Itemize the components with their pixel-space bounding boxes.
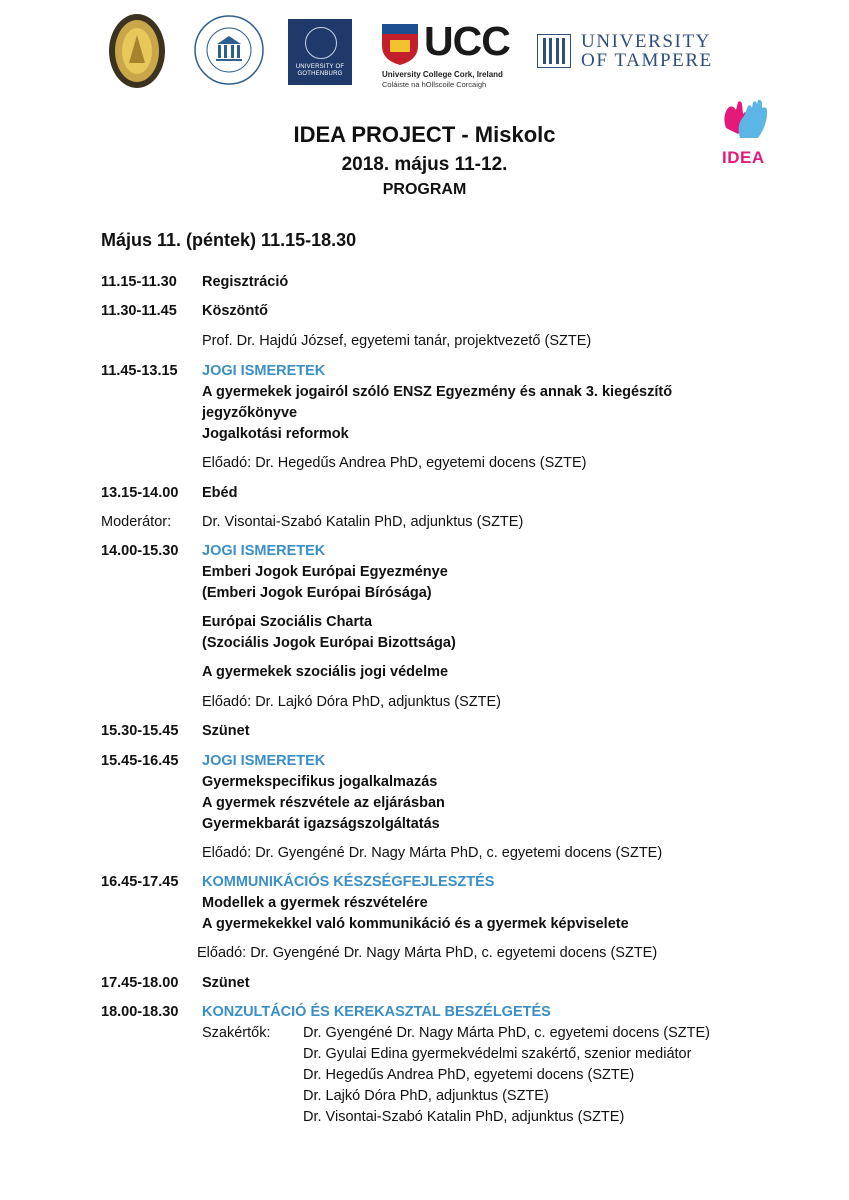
university-of-gothenburg-logo xyxy=(288,19,352,85)
session-time: 11.15-11.30 xyxy=(101,274,177,290)
day-heading: Május 11. (péntek) 11.15-18.30 xyxy=(101,230,357,250)
session-speaker: Előadó: Dr. Hegedűs Andrea PhD, egyetemi docens (SZTE) xyxy=(202,455,587,471)
expert-item: Dr. Gyulai Edina gyermekvédelmi szakértő, szenior mediátor xyxy=(303,1046,692,1062)
ucc-wordmark: UCC xyxy=(424,18,510,64)
tampere-mark-icon xyxy=(537,34,571,68)
session-topic: Európai Szociális Charta xyxy=(202,614,373,630)
session-time: 15.30-15.45 xyxy=(101,723,179,739)
session-time: 11.30-11.45 xyxy=(101,303,177,319)
session-topic: Emberi Jogok Európai Egyezménye xyxy=(202,564,448,580)
program-subtitle: PROGRAM xyxy=(382,181,467,198)
moderator-label: Moderátor: xyxy=(101,514,172,530)
session-title: Regisztráció xyxy=(202,274,289,290)
session-topic: (Emberi Jogok Európai Bírósága) xyxy=(202,585,432,601)
idea-wordmark: IDEA xyxy=(722,148,765,167)
university-of-szeged-logo xyxy=(108,13,166,89)
session-time: 16.45-17.45 xyxy=(101,874,179,890)
university-of-tartu-logo xyxy=(193,14,265,86)
session-category: JOGI ISMERETEK xyxy=(202,543,326,559)
session-category: KOMMUNIKÁCIÓS KÉSZSÉGFEJLESZTÉS xyxy=(202,874,495,890)
session-time: 11.45-13.15 xyxy=(101,363,178,379)
expert-item: Dr. Visontai-Szabó Katalin PhD, adjunktus (SZTE) xyxy=(303,1109,625,1125)
session-topic: A gyermekek jogairól szóló ENSZ Egyezmény és annak 3. kiegészítő xyxy=(202,384,673,400)
session-topic: (Szociális Jogok Európai Bizottsága) xyxy=(202,635,456,651)
page-title: IDEA PROJECT - Miskolc xyxy=(293,122,556,147)
experts-label: Szakértők: xyxy=(202,1025,271,1041)
ucc-logo xyxy=(380,18,514,89)
tampere-name-line2: OF TAMPERE xyxy=(581,50,713,71)
ucc-subtitle: University College Cork, Ireland xyxy=(382,70,503,79)
session-time: 14.00-15.30 xyxy=(101,543,179,559)
session-speaker: Előadó: Dr. Lajkó Dóra PhD, adjunktus (SZTE) xyxy=(202,694,501,710)
tampere-name-line1: UNIVERSITY xyxy=(581,31,711,52)
session-title: Szünet xyxy=(202,975,250,991)
ucc-irish-name: Coláiste na hOllscoile Corcaigh xyxy=(382,80,487,89)
session-topic: A gyermekekkel való kommunikáció és a gyermek képviselete xyxy=(202,916,629,932)
session-time: 17.45-18.00 xyxy=(101,975,179,991)
session-topic: A gyermekek szociális jogi védelme xyxy=(202,664,449,680)
session-title: Köszöntő xyxy=(202,303,269,319)
session-title: Szünet xyxy=(202,723,250,739)
session-speaker: Előadó: Dr. Gyengéné Dr. Nagy Márta PhD, c. egyetemi docens (SZTE) xyxy=(197,945,658,961)
session-title: Ebéd xyxy=(202,485,238,501)
gothenburg-name: UNIVERSITY OF GOTHENBURG xyxy=(295,64,345,77)
moderator-name: Dr. Visontai-Szabó Katalin PhD, adjunktus (SZTE) xyxy=(202,514,524,530)
session-speaker: Prof. Dr. Hajdú József, egyetemi tanár, projektvezető (SZTE) xyxy=(202,333,592,349)
session-topic: A gyermek részvétele az eljárásban xyxy=(202,795,445,811)
event-date: 2018. május 11-12. xyxy=(341,154,508,175)
expert-item: Dr. Lajkó Dóra PhD, adjunktus (SZTE) xyxy=(303,1088,549,1104)
session-time: 18.00-18.30 xyxy=(101,1004,179,1020)
university-of-tampere-logo xyxy=(537,30,737,72)
expert-item: Dr. Gyengéné Dr. Nagy Márta PhD, c. egyetemi docens (SZTE) xyxy=(303,1025,710,1041)
session-topic: Gyermekbarát igazságszolgáltatás xyxy=(202,816,440,832)
session-category: JOGI ISMERETEK xyxy=(202,753,326,769)
ucc-shield-icon xyxy=(380,22,420,66)
session-topic: Modellek a gyermek részvételére xyxy=(202,895,428,911)
session-time: 13.15-14.00 xyxy=(101,485,179,501)
session-speaker: Előadó: Dr. Gyengéné Dr. Nagy Márta PhD, c. egyetemi docens (SZTE) xyxy=(202,845,663,861)
session-topic: Jogalkotási reformok xyxy=(202,426,349,442)
gothenburg-seal-icon xyxy=(305,27,337,59)
expert-item: Dr. Hegedűs Andrea PhD, egyetemi docens (SZTE) xyxy=(303,1067,635,1083)
session-category: KONZULTÁCIÓ ÉS KEREKASZTAL BESZÉLGETÉS xyxy=(202,1004,551,1020)
session-category: JOGI ISMERETEK xyxy=(202,363,326,379)
session-topic: jegyzőkönyve xyxy=(202,405,298,421)
session-time: 15.45-16.45 xyxy=(101,753,179,769)
session-topic: Gyermekspecifikus jogalkalmazás xyxy=(202,774,438,790)
